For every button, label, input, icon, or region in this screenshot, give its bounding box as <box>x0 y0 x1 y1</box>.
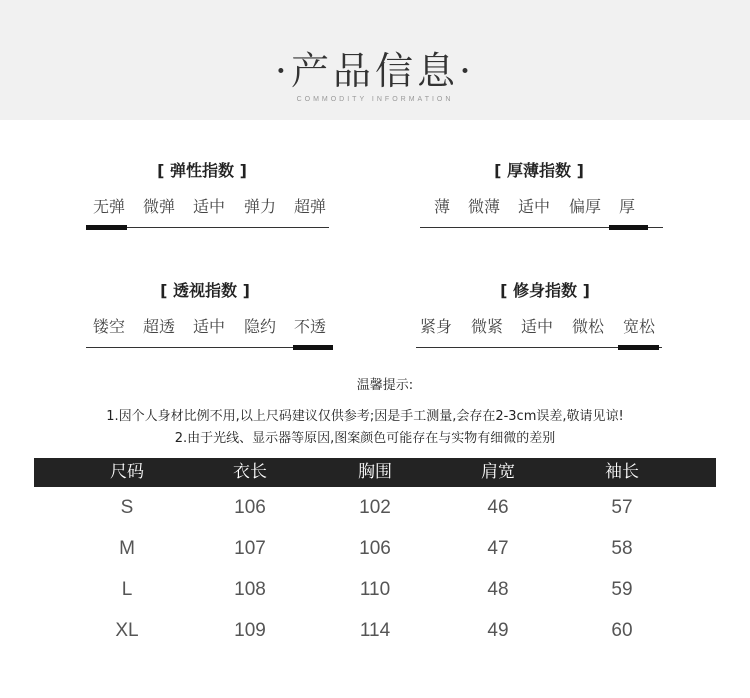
table-cell: 49 <box>487 620 509 641</box>
indicator-option: 隐约 <box>243 317 276 336</box>
indicator-option: 适中 <box>192 197 225 216</box>
indicator-option: 宽松 <box>622 317 655 336</box>
column-header-shoulder: 肩宽 <box>481 462 515 482</box>
table-cell: 109 <box>234 620 266 641</box>
table-row <box>34 569 716 610</box>
table-cell: 106 <box>234 497 266 518</box>
size-table-header <box>34 458 716 487</box>
indicator-option: 适中 <box>520 317 553 336</box>
table-cell: 48 <box>487 579 509 600</box>
indicator-selected-marker <box>86 225 127 230</box>
table-cell: 46 <box>487 497 509 518</box>
table-cell: 58 <box>611 538 633 559</box>
table-cell: 59 <box>611 579 633 600</box>
indicator-options <box>84 314 334 336</box>
page-subtitle: COMMODITY INFORMATION <box>296 96 454 103</box>
indicator-option: 无弹 <box>92 197 125 216</box>
header-banner <box>0 0 750 120</box>
indicator-option: 弹力 <box>243 197 276 216</box>
indicator-option: 适中 <box>192 317 225 336</box>
table-row <box>34 528 716 569</box>
indicator-selected-marker <box>618 345 659 350</box>
indicator-selected-marker <box>293 345 333 350</box>
table-cell: 108 <box>234 579 266 600</box>
table-cell: 107 <box>234 538 266 559</box>
table-cell: 60 <box>611 620 633 641</box>
indicator-title: [ 修身指数 ] <box>500 281 590 300</box>
indicator-option: 微弹 <box>142 197 175 216</box>
table-cell: S <box>120 497 134 518</box>
indicator-option: 微松 <box>571 317 604 336</box>
indicator-options <box>416 314 666 336</box>
table-cell: 102 <box>359 497 391 518</box>
tip-line-2: 2.由于光线、显示器等原因,图案颜色可能存在与实物有细微的差别 <box>174 431 556 446</box>
indicator-option: 薄 <box>433 197 450 216</box>
indicator-option: 超透 <box>142 317 175 336</box>
indicator-option: 紧身 <box>419 317 452 336</box>
table-cell: M <box>119 538 135 559</box>
size-table <box>34 458 716 651</box>
indicator-option: 不透 <box>293 317 326 336</box>
table-cell: XL <box>115 620 139 641</box>
table-cell: 47 <box>487 538 509 559</box>
tips-title: 温馨提示: <box>356 378 414 393</box>
table-cell: 110 <box>359 579 391 600</box>
table-cell: 106 <box>359 538 391 559</box>
indicator-option: 镂空 <box>92 317 125 336</box>
page-title: ·产品信息· <box>274 49 476 93</box>
column-header-length: 衣长 <box>233 462 267 482</box>
column-header-bust: 胸围 <box>358 462 392 482</box>
table-row <box>34 610 716 651</box>
tip-line-1: 1.因个人身材比例不用,以上尺码建议仅供参考;因是手工测量,会存在2-3cm误差,敬请见谅! <box>106 409 624 424</box>
indicator-title: [ 透视指数 ] <box>160 281 250 300</box>
indicator-selected-marker <box>609 225 648 230</box>
indicator-option: 超弹 <box>293 197 326 216</box>
indicator-option: 微紧 <box>470 317 503 336</box>
indicator-option: 适中 <box>517 197 550 216</box>
table-row <box>34 487 716 528</box>
column-header-size: 尺码 <box>110 462 144 482</box>
indicator-options <box>416 194 666 216</box>
table-cell: 114 <box>359 620 391 641</box>
indicator-title: [ 弹性指数 ] <box>157 161 247 180</box>
indicator-title: [ 厚薄指数 ] <box>494 161 584 180</box>
column-header-sleeve: 袖长 <box>605 462 639 482</box>
indicator-options <box>84 194 334 216</box>
indicator-option: 微薄 <box>467 197 500 216</box>
table-cell: L <box>121 579 133 600</box>
table-cell: 57 <box>611 497 633 518</box>
indicator-option: 偏厚 <box>568 197 601 216</box>
indicator-option: 厚 <box>618 197 635 216</box>
